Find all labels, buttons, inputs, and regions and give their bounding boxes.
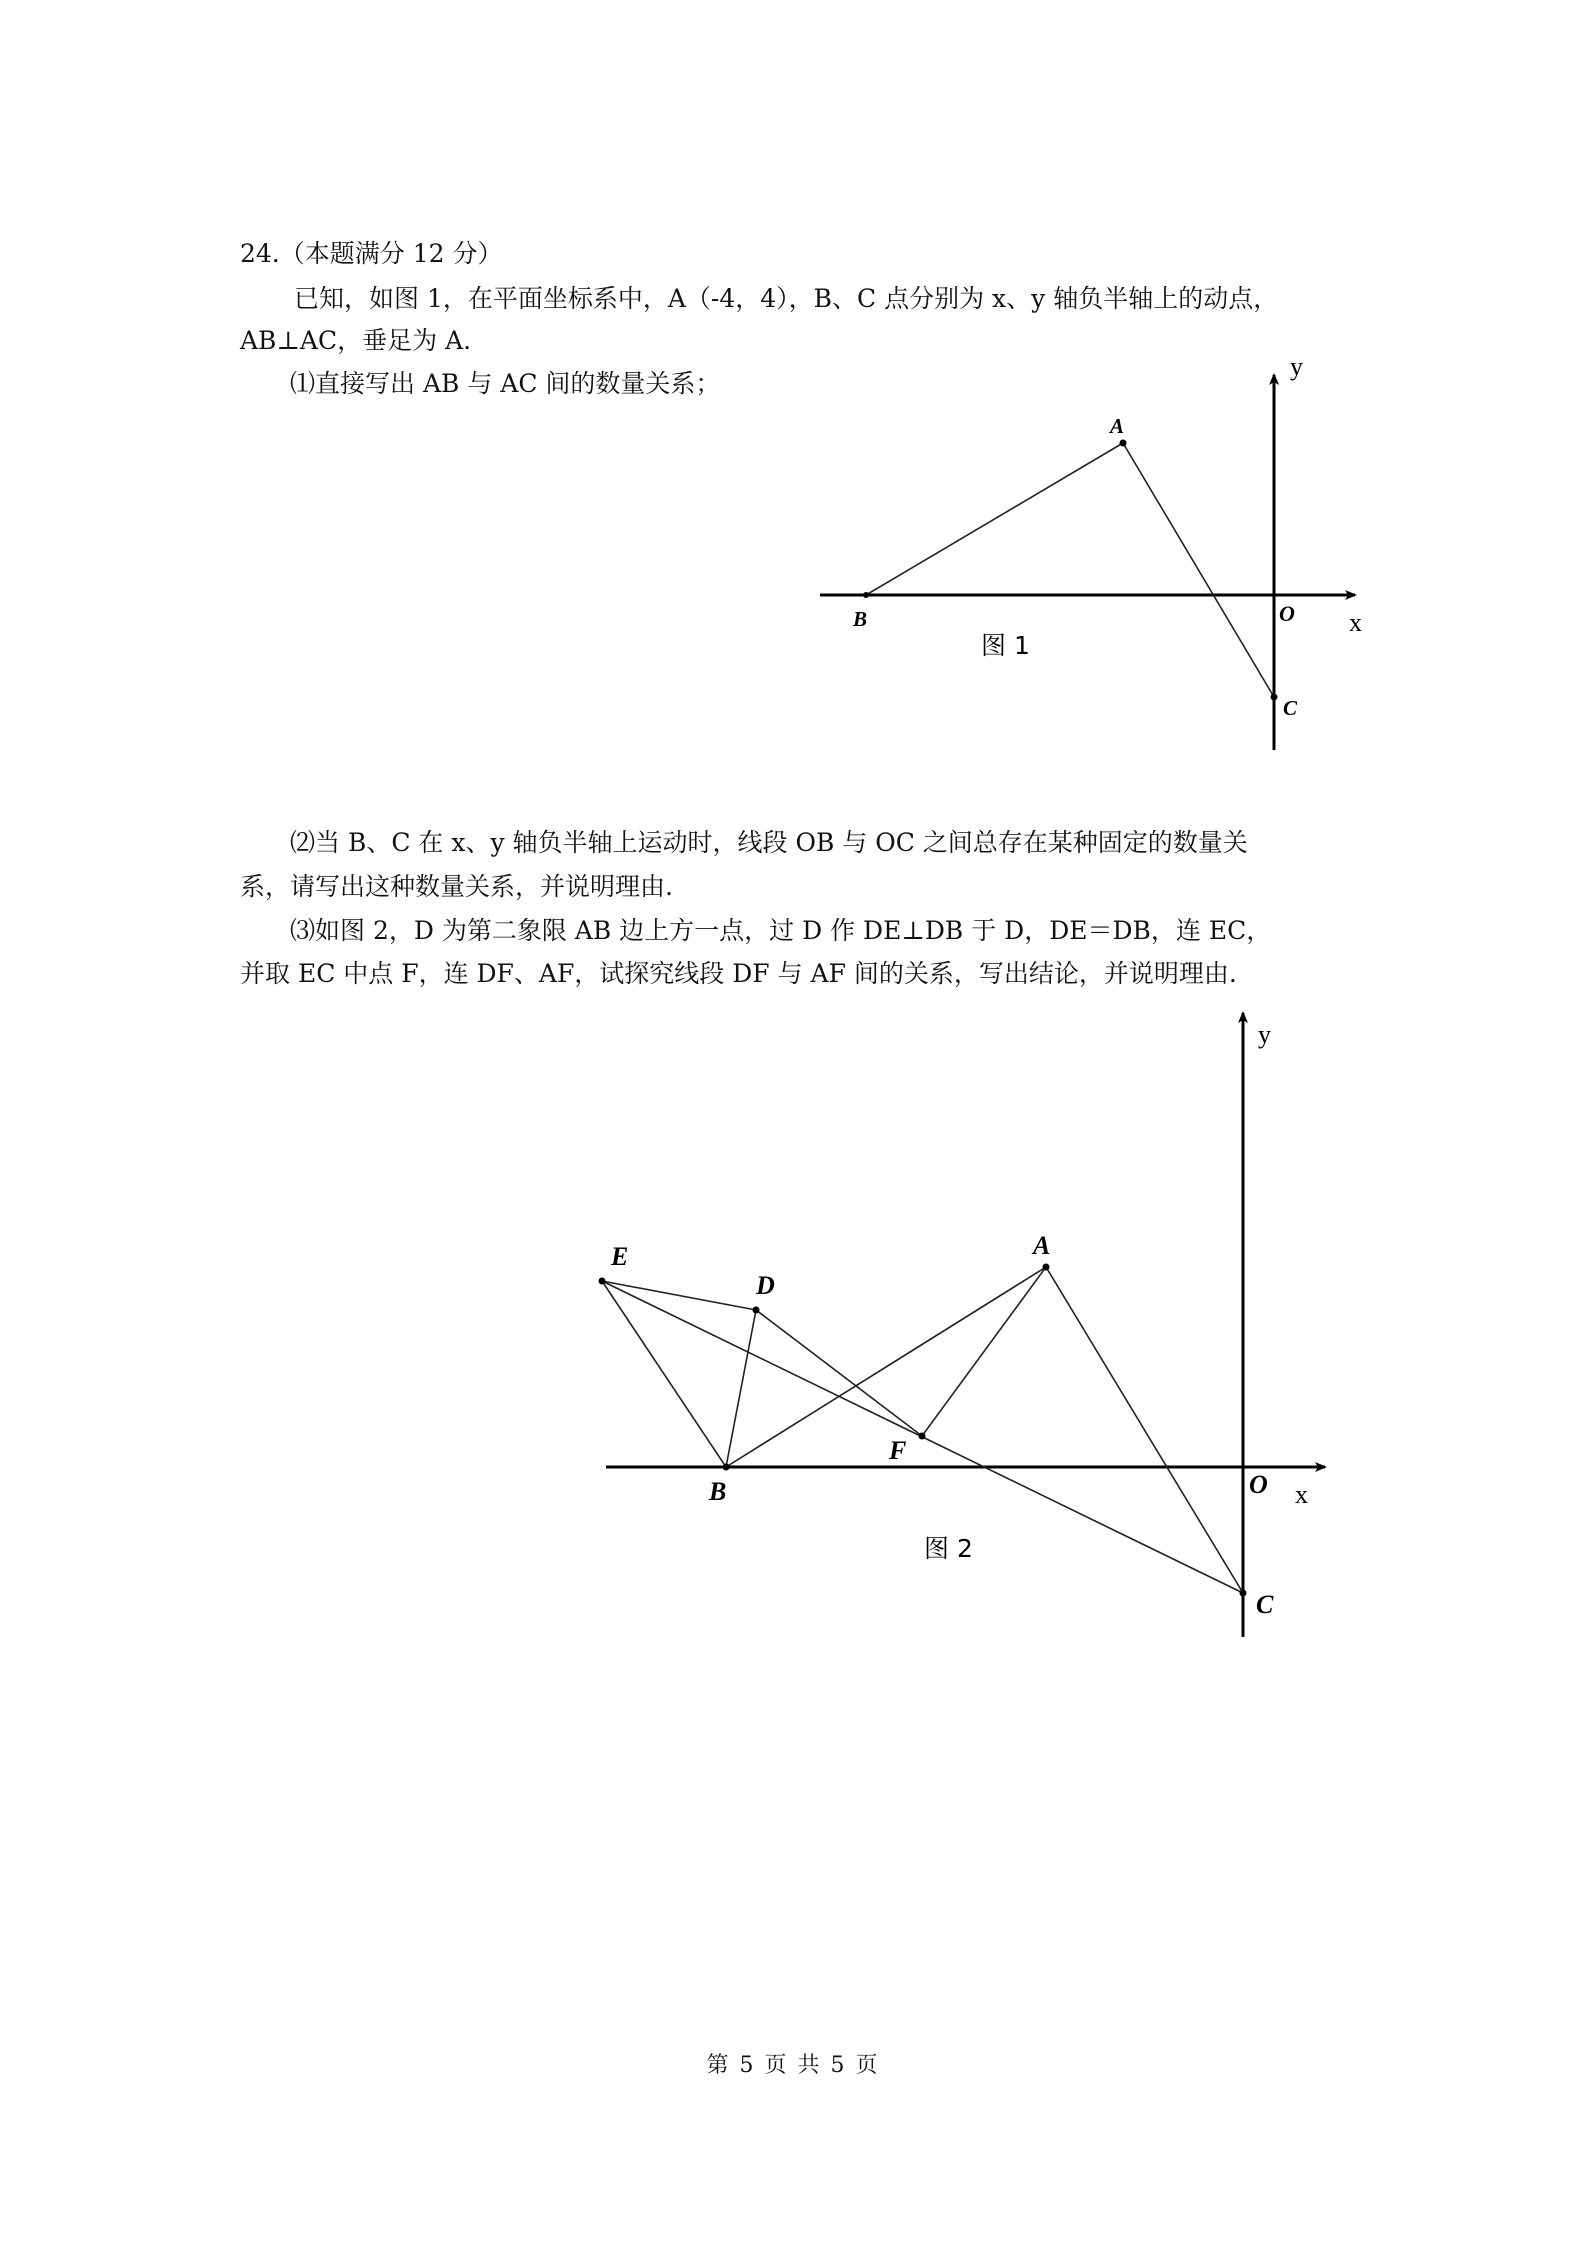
fig2-label-o: O <box>1249 1470 1268 1499</box>
fig1-y-axis-label: y <box>1290 352 1303 381</box>
fig2-segment-eb <box>602 1281 726 1467</box>
question-intro-line2: AB⊥AC，垂足为 A. <box>240 326 472 355</box>
fig1-label-b: B <box>853 607 868 631</box>
fig2-segment-db <box>726 1310 756 1467</box>
fig2-point-f <box>919 1433 926 1440</box>
fig2-segment-ac <box>1046 1267 1243 1593</box>
fig2-point-c <box>1240 1590 1247 1597</box>
fig1-x-axis-label: x <box>1349 608 1362 637</box>
fig1-label-o: O <box>1279 601 1295 626</box>
question-part2-line2: 系，请写出这种数量关系，并说明理由. <box>240 872 673 901</box>
fig2-segment-ed <box>602 1281 756 1310</box>
fig2-caption: 图 2 <box>924 1534 973 1563</box>
page-footer: 第 5 页 共 5 页 <box>706 2053 880 2078</box>
fig2-label-e: E <box>611 1242 629 1271</box>
fig2-point-b <box>723 1464 730 1471</box>
question-part1: ⑴直接写出 AB 与 AC 间的数量关系； <box>290 369 721 398</box>
question-header: 24.（本题满分 12 分） <box>240 239 503 268</box>
fig2-y-axis-label: y <box>1258 1020 1271 1049</box>
fig2-x-axis-label: x <box>1295 1480 1308 1509</box>
fig2-label-b: B <box>709 1477 727 1506</box>
fig2-label-a: A <box>1033 1231 1051 1260</box>
fig1-label-c: C <box>1283 696 1298 720</box>
fig2-point-a <box>1043 1264 1050 1271</box>
fig2-label-c: C <box>1256 1590 1274 1619</box>
fig2-point-d <box>753 1307 760 1314</box>
fig1-label-a: A <box>1110 414 1125 438</box>
fig2-point-e <box>599 1278 606 1285</box>
fig2-label-f: F <box>889 1436 907 1465</box>
question-part2-line1: ⑵当 B、C 在 x、y 轴负半轴上运动时，线段 OB 与 OC 之间总存在某种固定的数量关 <box>290 828 1248 857</box>
fig2-label-d: D <box>756 1271 775 1300</box>
question-part3-line1: ⑶如图 2，D 为第二象限 AB 边上方一点，过 D 作 DE⊥DB 于 D，DE＝DB，连 EC， <box>290 916 1272 945</box>
question-part3-line2: 并取 EC 中点 F，连 DF、AF，试探究线段 DF 与 AF 间的关系，写出结论，并说明理由. <box>240 959 1237 988</box>
fig2-segment-df <box>756 1310 922 1436</box>
fig2-segment-af <box>922 1267 1046 1436</box>
question-intro-line1: 已知，如图 1，在平面坐标系中，A（-4，4），B、C 点分别为 x、y 轴负半轴上的动点， <box>294 284 1279 313</box>
fig1-caption: 图 1 <box>981 631 1030 660</box>
